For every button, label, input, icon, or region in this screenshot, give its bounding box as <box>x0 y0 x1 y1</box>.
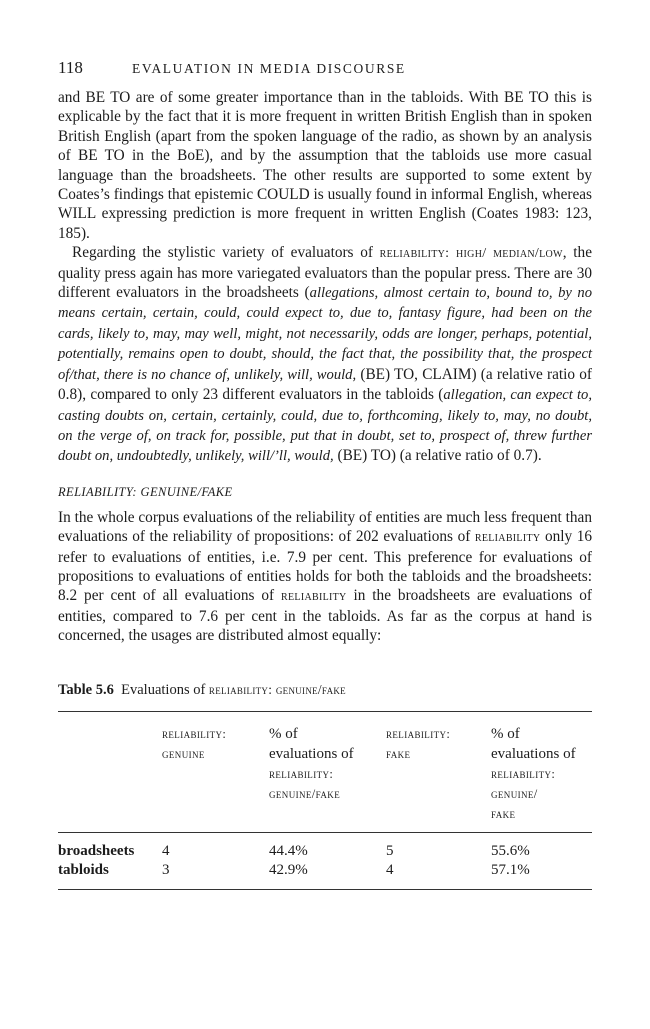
p3-text-2: only 16 refer to evaluations of entities, i.e. 7.9 per cent. This preference for evaluations of propositions to evaluations of entities holds for both the tabloids and the broadsheets: 8.2 per cent of all evaluations of <box>58 528 592 605</box>
p2-tabloid-evaluators: allegation, can expect to, casting doubts on, certain, certainly, could, due to, forthcoming, likely to, may, no doubt, on the verge of, on track for, possible, put that in doubt, set to, prospect of, threw further doubt on, undoubtedly, unlikely, will/’ll, would, <box>58 387 592 465</box>
header-genuine-pct-l3: reliability: <box>269 766 334 781</box>
cell-broadsheets-genuine-pct: 44.4% <box>269 842 308 859</box>
p2-text-3: (BE) TO, CLAIM) (a relative ratio of 0.8), compared to only 23 different evaluators in the tabloids ( <box>58 365 592 404</box>
header-fake-pct <box>491 724 592 824</box>
table-header <box>58 712 592 832</box>
header-genuine-pct-l4: genuine/fake <box>269 786 341 801</box>
page-number: 118 <box>58 58 83 77</box>
table-caption-label: Table 5.6 <box>58 681 114 698</box>
header-fake-pct-l2: evaluations of <box>491 745 576 762</box>
cell-broadsheets-genuine: 4 <box>162 842 170 859</box>
p2-text-4: (BE) TO) (a relative ratio of 0.7). <box>333 447 542 465</box>
p3-smallcaps-2: reliability <box>281 588 347 605</box>
table-body <box>58 833 592 889</box>
p3-text-1: In the whole corpus evaluations of the reliability of entities are much less frequent than evaluations of the reliability of propositions: of 202 evaluations of <box>58 508 592 546</box>
cell-broadsheets-fake-pct: 55.6% <box>491 842 530 859</box>
running-title: EVALUATION IN MEDIA DISCOURSE <box>132 61 406 76</box>
header-genuine-l1: reliability: <box>162 726 227 741</box>
section-heading: RELIABILITY: GENUINE/FAKE <box>58 484 233 499</box>
page <box>58 58 592 890</box>
header-genuine-pct <box>269 724 386 824</box>
header-genuine <box>162 724 269 824</box>
paragraph-1-text: and BE TO are of some greater importance than in the tabloids. With BE TO this is explicable by the fact that it is more frequent in written British English than in spoken British English (apart from the spoken language of the radio, as shown by an analysis of BE TO in the BoE), and by the assumption that the tabloids use more casual language than the broadsheets. The other results are supported to some extent by Coates’s findings that epistemic COULD is usually found in informal English, whereas WILL expressing prediction is more frequent in written English (Coates 1983: 123, 185). <box>58 89 592 242</box>
paragraph-2 <box>58 243 592 466</box>
p3-text-3: in the broadsheets are evaluations of entities, compared to 7.6 per cent in the tabloids. As far as the corpus at hand is concerned, the usages are distributed almost equally: <box>58 587 592 645</box>
header-fake-l1: reliability: <box>386 726 451 741</box>
header-fake-pct-l5: fake <box>491 806 516 821</box>
header-genuine-pct-l1: % of <box>269 725 298 742</box>
header-fake-pct-l1: % of <box>491 725 520 742</box>
header-genuine-l2: genuine <box>162 746 205 761</box>
table-caption-smallcaps: reliability: genuine/fake <box>208 681 346 697</box>
row-label-broadsheets: broadsheets <box>58 842 135 859</box>
p2-smallcaps-reliability: reliability: high/ median/low <box>379 245 563 262</box>
cell-tabloids-genuine-pct: 42.9% <box>269 861 308 878</box>
header-fake-l2: fake <box>386 746 411 761</box>
p2-text-2: , the quality press again has more variegated evaluators than the popular press. There are 30 different evaluators in the broadsheets ( <box>58 244 592 302</box>
header-genuine-pct-l2: evaluations of <box>269 745 354 762</box>
table-bottom-rule <box>58 889 592 890</box>
paragraph-3 <box>58 508 592 646</box>
p2-broadsheet-evaluators: allegations, almost certain to, bound to, by no means certain, certain, could, could expect to, due to, fantasy figure, had been on the cards, likely to, may, may well, might, not necessarily, odds are longer, perhaps, potential, potentially, remains open to doubt, should, the fact that, the possibility that, the prospect of/that, there is no chance of, unlikely, will, would, <box>58 285 592 383</box>
table-caption-text: Evaluations of <box>121 681 209 698</box>
paragraph-1 <box>58 88 592 243</box>
cell-tabloids-genuine: 3 <box>162 861 170 878</box>
cell-tabloids-fake: 4 <box>386 861 394 878</box>
table-caption <box>58 682 592 699</box>
running-header <box>58 58 592 88</box>
p2-text-1: Regarding the stylistic variety of evaluators of <box>72 244 380 262</box>
cell-broadsheets-fake: 5 <box>386 842 394 859</box>
cell-tabloids-fake-pct: 57.1% <box>491 861 530 878</box>
header-empty <box>58 724 162 824</box>
header-fake <box>386 724 491 824</box>
header-fake-pct-l4: genuine/ <box>491 786 538 801</box>
row-label-tabloids: tabloids <box>58 861 109 878</box>
p3-smallcaps-1: reliability <box>474 529 541 546</box>
header-fake-pct-l3: reliability: <box>491 766 556 781</box>
